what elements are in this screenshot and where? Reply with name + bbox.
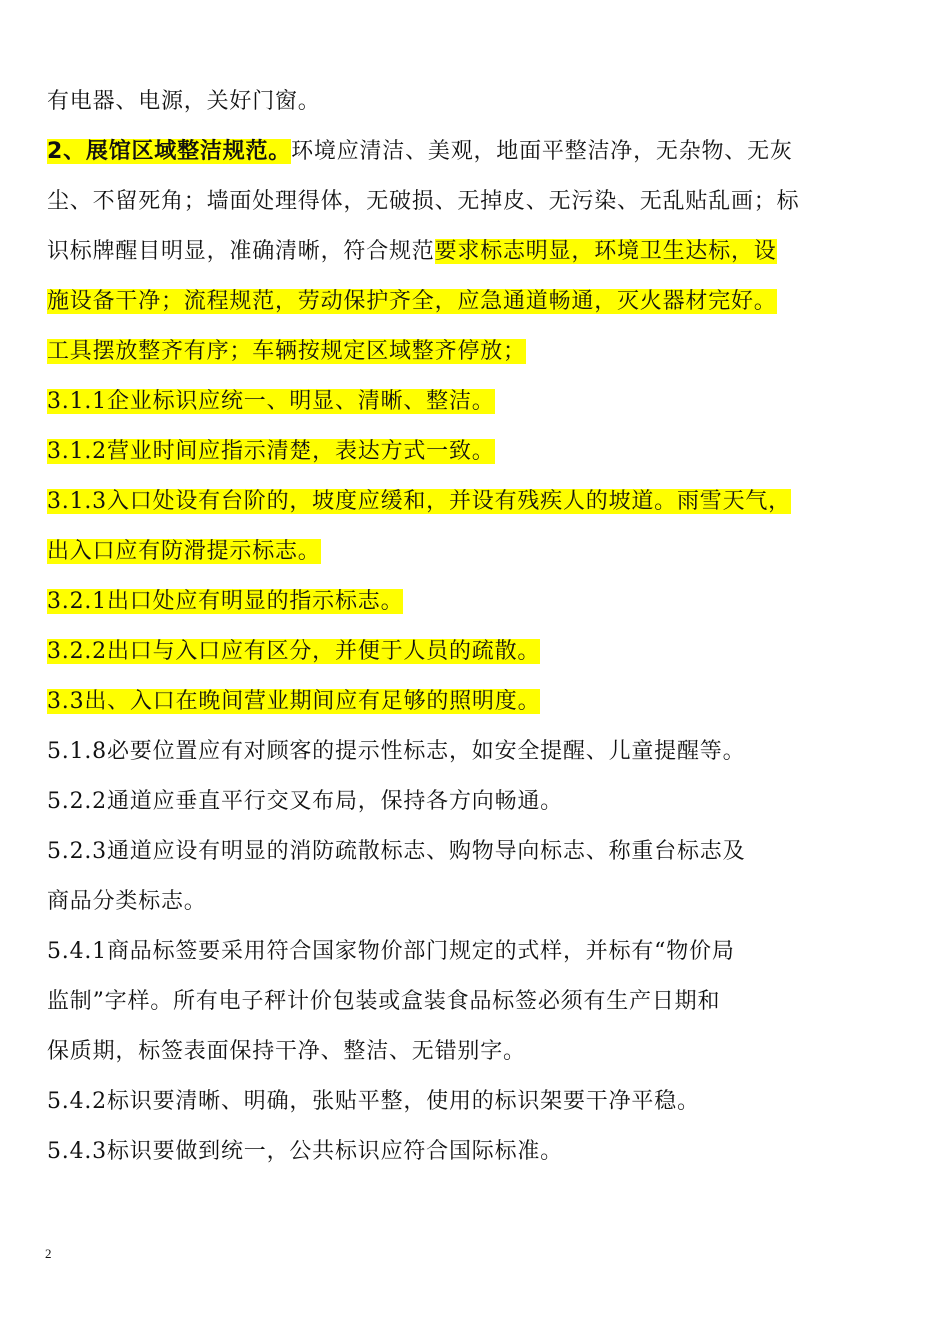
highlighted-text: 工具摆放整齐有序；车辆按规定区域整齐停放； (47, 339, 526, 364)
highlighted-text: 3.2.2出口与入口应有区分，并便于人员的疏散。 (47, 639, 541, 664)
page-number: 2 (45, 1246, 52, 1261)
text-line-19 (47, 988, 720, 1016)
text-line-4 (47, 238, 777, 266)
text-line-21 (47, 1088, 700, 1116)
line-text: 商品分类标志。 (47, 889, 207, 914)
line-text: 识标牌醒目明显，准确清晰，符合规范 (47, 239, 435, 264)
text-line-16 (47, 838, 745, 866)
highlighted-text: 出入口应有防滑提示标志。 (47, 539, 321, 564)
text-line-11 (47, 588, 403, 616)
line-text: 保质期，标签表面保持干净、整洁、无错别字。 (47, 1039, 526, 1064)
text-line-10 (47, 538, 321, 566)
text-line-8 (47, 438, 495, 466)
line-text: 5.2.3通道应设有明显的消防疏散标志、购物导向标志、称重台标志及 (47, 839, 746, 864)
text-line-7 (47, 388, 495, 416)
text-line-17 (47, 888, 207, 916)
text-line-6 (47, 338, 526, 366)
line-text: 5.1.8必要位置应有对顾客的提示性标志，如安全提醒、儿童提醒等。 (47, 739, 746, 764)
line-text: 有电器、电源，关好门窗。 (47, 89, 321, 114)
line-text: 5.4.3标识要做到统一，公共标识应符合国际标准。 (47, 1139, 563, 1164)
text-line-12 (47, 638, 540, 666)
text-line-1 (47, 88, 321, 116)
text-line-18 (47, 938, 735, 966)
line-text: 5.4.1商品标签要采用符合国家物价部门规定的式样，并标有“物价局 (47, 939, 735, 964)
line-text: 5.2.2通道应垂直平行交叉布局，保持各方向畅通。 (47, 789, 563, 814)
text-line-15 (47, 788, 563, 816)
highlighted-text: 3.1.3入口处设有台阶的，坡度应缓和，并设有残疾人的坡道。雨雪天气， (47, 489, 791, 514)
text-line-3 (47, 188, 799, 216)
highlighted-text: 3.3出、入口在晚间营业期间应有足够的照明度。 (47, 689, 541, 714)
text-line-20 (47, 1038, 526, 1066)
line-text: 5.4.2标识要清晰、明确，张贴平整，使用的标识架要干净平稳。 (47, 1089, 700, 1114)
highlighted-text: 施设备干净；流程规范，劳动保护齐全，应急通道畅通，灭火器材完好。 (47, 289, 777, 314)
highlighted-text: 3.2.1出口处应有明显的指示标志。 (47, 589, 404, 614)
text-line-5 (47, 288, 777, 316)
line-text: 监制”字样。所有电子秤计价包装或盒装食品标签必须有生产日期和 (47, 989, 721, 1014)
text-line-13 (47, 688, 540, 716)
text-line-9 (47, 488, 791, 516)
section-heading: 2、展馆区域整洁规范。 (47, 139, 292, 164)
line-text: 尘、不留死角；墙面处理得体，无破损、无掉皮、无污染、无乱贴乱画；标 (47, 189, 800, 214)
highlighted-text: 3.1.2营业时间应指示清楚，表达方式一致。 (47, 439, 495, 464)
text-line-22 (47, 1138, 563, 1166)
text-line-14 (47, 738, 745, 766)
line-text: 环境应清洁、美观，地面平整洁净，无杂物、无灰 (291, 139, 793, 164)
highlighted-text: 要求标志明显，环境卫生达标，设 (434, 239, 777, 264)
highlighted-text: 3.1.1企业标识应统一、明显、清晰、整洁。 (47, 389, 495, 414)
text-line-2 (47, 138, 793, 166)
